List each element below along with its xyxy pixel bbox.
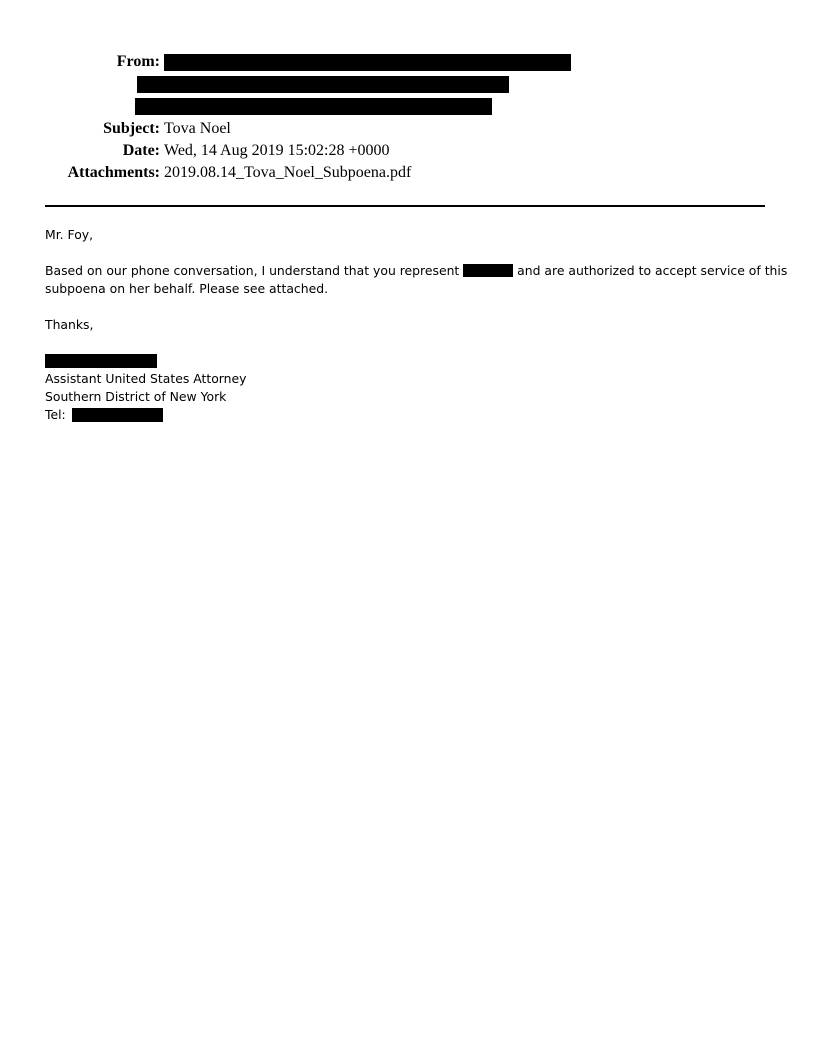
header-divider bbox=[45, 205, 765, 207]
body-paragraph-line-2: subpoena on her behalf. Please see attached. bbox=[45, 281, 329, 296]
attachments-row bbox=[0, 163, 816, 183]
signature-title: Assistant United States Attorney bbox=[45, 371, 247, 386]
signature-name-redaction bbox=[45, 354, 157, 368]
signature-office: Southern District of New York bbox=[45, 389, 227, 404]
closing: Thanks, bbox=[45, 317, 94, 332]
subject-value: Tova Noel bbox=[164, 120, 231, 137]
from-redaction-2 bbox=[137, 76, 509, 93]
from-redaction-1 bbox=[164, 54, 571, 71]
client-name-redaction bbox=[463, 264, 513, 277]
date-row bbox=[0, 141, 816, 161]
subject-row bbox=[0, 119, 816, 139]
salutation: Mr. Foy, bbox=[45, 227, 94, 242]
body-paragraph-line-1 bbox=[45, 262, 788, 280]
tel-label: Tel: bbox=[45, 407, 66, 422]
tel-number-redaction bbox=[72, 408, 163, 422]
body-paragraph-text-1: Based on our phone conversation, I understand that you represent bbox=[45, 263, 464, 278]
from-redaction-3 bbox=[135, 98, 492, 115]
from-label: From: bbox=[116, 53, 160, 70]
attachments-label: Attachments: bbox=[67, 164, 160, 181]
subject-label: Subject: bbox=[103, 120, 160, 137]
attachment-filename[interactable]: 2019.08.14_Tova_Noel_Subpoena.pdf bbox=[164, 164, 412, 181]
date-value: Wed, 14 Aug 2019 15:02:28 +0000 bbox=[164, 142, 390, 159]
date-label: Date: bbox=[122, 142, 160, 159]
body-paragraph-text-2: and are authorized to accept service of this bbox=[513, 263, 788, 278]
